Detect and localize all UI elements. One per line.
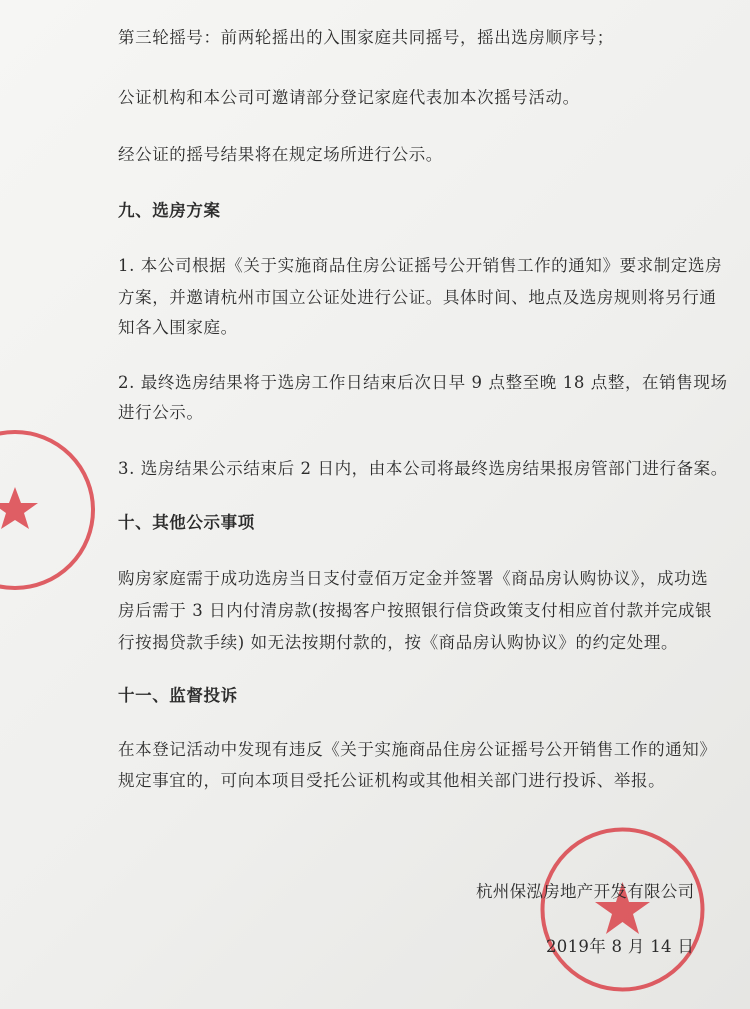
- text-line: 在本登记活动中发现有违反《关于实施商品住房公证摇号公开销售工作的通知》: [118, 740, 717, 759]
- text-line: 知各入围家庭。: [118, 318, 238, 337]
- text-line: 方案，并邀请杭州市国立公证处进行公证。具体时间、地点及选房规则将另行通: [118, 288, 717, 307]
- text-line: 3. 选房结果公示结束后 2 日内，由本公司将最终选房结果报房管部门进行备案。: [118, 459, 728, 478]
- section-heading-10: 十、其他公示事项: [118, 513, 255, 532]
- text-line: 1. 本公司根据《关于实施商品住房公证摇号公开销售工作的通知》要求制定选房: [118, 256, 723, 275]
- text-line: 行按揭贷款手续) 如无法按期付款的，按《商品房认购协议》的约定处理。: [118, 633, 679, 652]
- signature-date: 2019年 8 月 14 日: [546, 937, 695, 956]
- section-heading-11: 十一、监督投诉: [118, 686, 238, 705]
- text-line: 公证机构和本公司可邀请部分登记家庭代表加本次摇号活动。: [118, 88, 580, 107]
- left-seal-stamp: [0, 425, 100, 595]
- text-line: 经公证的摇号结果将在规定场所进行公示。: [118, 145, 443, 164]
- text-line: 购房家庭需于成功选房当日支付壹佰万定金并签署《商品房认购协议》，成功选: [118, 569, 709, 588]
- text-line: 2. 最终选房结果将于选房工作日结束后次日早 9 点整至晚 18 点整，在销售现场: [118, 373, 728, 392]
- text-line: 房后需于 3 日内付清房款(按揭客户按照银行信贷政策支付相应首付款并完成银: [118, 601, 713, 620]
- signature-company: 杭州保泓房地产开发有限公司: [476, 882, 695, 901]
- text-line: 第三轮摇号：前两轮摇出的入围家庭共同摇号，摇出选房顺序号；: [118, 28, 614, 47]
- text-line: 进行公示。: [118, 403, 204, 422]
- section-heading-9: 九、选房方案: [118, 201, 221, 220]
- text-line: 规定事宜的，可向本项目受托公证机构或其他相关部门进行投诉、举报。: [118, 771, 666, 790]
- company-seal-stamp: [535, 822, 710, 997]
